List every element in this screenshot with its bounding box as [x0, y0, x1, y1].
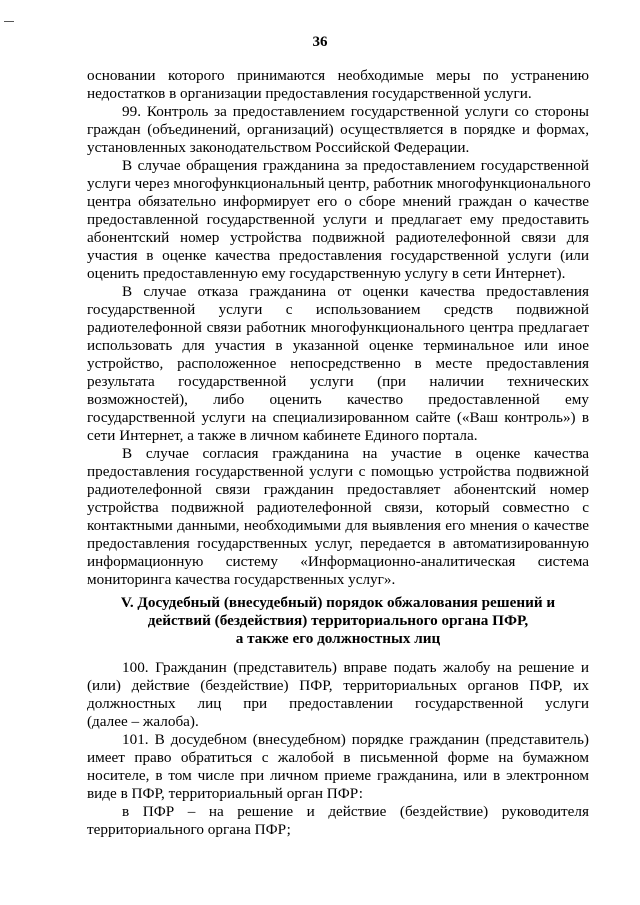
text-line: услуги через многофункциональный центр, работник многофункционального — [87, 175, 591, 192]
page-number: 36 — [312, 34, 328, 50]
text-line: результата государственной услуги (при наличии технических — [87, 373, 589, 390]
text-line: использовать для участия в указанной оценке терминальное или иное — [87, 337, 589, 354]
text-line: контактными данными, необходимыми для выявления его мнения о качестве — [87, 517, 589, 534]
text-line: предоставленной государственной услуги и предлагает ему предоставить — [87, 211, 589, 228]
text-line: носителе, в том числе при личном приеме гражданина, или в электронном — [87, 767, 589, 784]
paragraph-99-start: 99. Контроль за предоставлением государственной услуги со стороны — [122, 103, 589, 120]
text-line: имеет право обратиться с жалобой в письменной форме на бумажном — [87, 749, 589, 766]
section-heading: а также его должностных лиц — [235, 630, 441, 647]
text-line: территориального органа ПФР; — [87, 821, 291, 838]
section-heading: V. Досудебный (внесудебный) порядок обжалования решений и — [120, 594, 556, 611]
paragraph-start: В случае обращения гражданина за предоставлением государственной — [122, 157, 589, 174]
text-line: информационную систему «Информационно-аналитическая система — [87, 553, 589, 570]
text-line: участия в оценке качества предоставления государственной услуги (или — [87, 247, 589, 264]
paragraph-101-start: 101. В досудебном (внесудебном) порядке гражданин (представитель) — [122, 731, 589, 748]
text-line: основании которого принимаются необходимые меры по устранению — [87, 67, 589, 84]
paragraph-start: В случае отказа гражданина от оценки качества предоставления — [122, 283, 589, 300]
paragraph-start: В случае согласия гражданина на участие в оценке качества — [122, 445, 589, 462]
scan-mark — [4, 21, 14, 22]
text-line: абонентский номер устройства подвижной радиотелефонной связи для — [87, 229, 589, 246]
text-line: радиотелефонной связи работник многофункционального центра предлагает — [87, 319, 589, 336]
text-line: должностных лиц при предоставлении государственной услуги — [87, 695, 589, 712]
text-line: граждан (объединений, организаций) осуществляется в порядке и формах, — [87, 121, 589, 138]
text-line: возможностей), либо оценить качество предоставленной ему — [87, 391, 589, 408]
text-line: радиотелефонной связи гражданин предоставляет абонентский номер — [87, 481, 589, 498]
text-line: (или) действие (бездействие) ПФР, территориальных органов ПФР, их — [87, 677, 589, 694]
text-line: предоставления государственной услуги с помощью устройства подвижной — [87, 463, 589, 480]
text-line: предоставления государственных услуг, передается в автоматизированную — [87, 535, 589, 552]
text-line: (далее – жалоба). — [87, 713, 199, 730]
text-line: устройства подвижной радиотелефонной связи, который совместно с — [87, 499, 589, 516]
text-line: установленных законодательством Российской Федерации. — [87, 139, 470, 156]
text-line: государственной услуги с использованием средств подвижной — [87, 301, 589, 318]
paragraph-start: в ПФР – на решение и действие (бездействие) руководителя — [122, 803, 589, 820]
text-line: государственной услуги на специализированном сайте («Ваш контроль») в — [87, 409, 589, 426]
text-line: центра обязательно информирует его о сборе мнений граждан о качестве — [87, 193, 589, 210]
text-line: виде в ПФР, территориальный орган ПФР: — [87, 785, 363, 802]
text-line: недостатков в организации предоставления государственной услуги. — [87, 85, 532, 102]
text-line: сети Интернет, а также в личном кабинете Единого портала. — [87, 427, 478, 444]
section-heading: действий (бездействия) территориального органа ПФР, — [147, 612, 529, 629]
text-line: мониторинга качества государственных услуг». — [87, 571, 396, 588]
paragraph-100-start: 100. Гражданин (представитель) вправе подать жалобу на решение и — [122, 659, 589, 676]
text-line: устройство, расположенное непосредственно в месте предоставления — [87, 355, 589, 372]
text-line: оценить предоставленную ему государственную услугу в сети Интернет). — [87, 265, 566, 282]
